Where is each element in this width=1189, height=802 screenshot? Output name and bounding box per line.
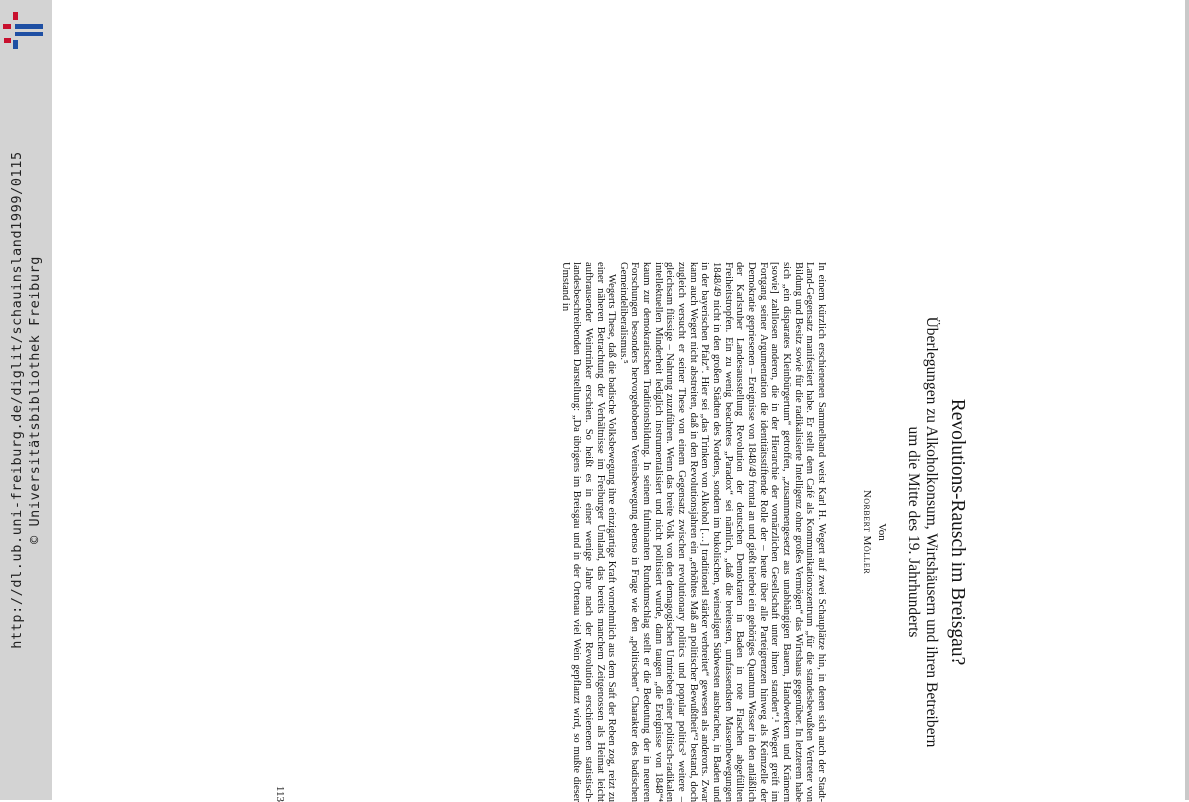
sidebar — [0, 0, 52, 800]
page-number: 113 — [274, 785, 286, 802]
scrollbar-edge[interactable] — [1185, 0, 1189, 800]
article-title: Revolutions-Rausch im Breisgau? — [947, 398, 968, 666]
source-url-block — [0, 0, 52, 800]
paragraph-1: In einem kürzlich erschienenen Sammelband weist Karl H. Wegert auf zwei Schauplätze hin, in denen sich auch der Stadt-Land-Gegensatz manifestiert habe. Er stellt dem Café als Kommunikationszentrum „für die standesbewußten Vertreter von Bildung und Besitz sowie für die radikalisierte Intelligenz ohne großes Vermögen“ das Wirtshaus gegenüber. In letzterem habe sich „ein disparates Kleinbürgertum“ getroffen, „zusammengesetzt aus unabhängigen Bauern, Handwerkern und Krämern [sowie] zahllosen anderen, die in der Hierarchie der vornärzlichen Gesellschaft unter ihnen standen“.¹ Wegert greift im Fortgang seiner Argumentation die identitätsstiftende Rolle der – heute über alle Parteigrenzen hinweg als Keimzelle der Demokratie gepriesenen – Ereignisse von 1848/49 frontal an und gießt hierbei ein gehöriges Quantum Wasser in den anläßlich der Karlsruher Landesausstellung Revolution der deutschen Demokraten in Baden in rote Flaschen abgefüllten Freiheitstropfen. Ein zu wenig beachtetes „Paradox“ sei nämlich, „daß die breitesten, umfassendsten Massenbewegungen 1848/49 nicht in den großen Städten des Nordens, sondern im bukolischen, weinseligen Südwesten ausbrachen, in Baden und in der bayerischen Pfalz“. Hier sei „das Trinken von Alkohol […] traditionell stärker verbreitet“ gewesen als anderorts. Zwar kann auch Wegert nicht abstreiten, daß in den Revolutionsjahren ein „erhöhtes Maß an politischer Bewußtheit“² bestand, doch zugleich versucht er seiner These von einem Gegensatz zwischen revolutionary politics und popular politics³ weitere – gleichsam flüssige – Nahrung zuzuführen. Wenn das breite Volk von den demagogischen Umtrieben einer politisch-radikalen intellektuellen Minderheit lediglich instrumentalisiert und nicht politisiert wurde, dann taugen „die Ereignisse von 1848“⁴ kaum zur demokratischen Traditionsbildung. In seinem fulminanten Rundumschlag stellt er die Bedeutung der in neueren Forschungen besonders hervorgehobenen Vereinsbewegung ebenso in Frage wie den „politischen“ Charakter des badischen Gemeindeliberalismus.⁵ — [617, 262, 827, 802]
article-subtitle — [904, 262, 940, 802]
by-label: Von — [876, 523, 888, 541]
subtitle-line-2: um die Mitte des 19. Jahrhunderts — [905, 426, 922, 638]
source-url[interactable]: http://dl.ub.uni-freiburg.de/diglit/schauinsland1999/0115 — [9, 151, 25, 649]
article-body — [327, 262, 827, 802]
document-page — [268, 262, 968, 802]
copyright-notice: © Universitätsbibliothek Freiburg — [27, 256, 43, 545]
paragraph-2: Wegerts These, daß die badische Volksbewegung ihre einzigartige Kraft vornehmlich aus dem Saft der Reben zog, reizt zu einer näheren Betrachtung der Verhältnisse im Freiburger Umland, das bereits manchem Zeitgenossen als Heimat leicht aufbrausender Weintrinker erschien. So heißt es in einer wenige Jahre nach der Revolution erschienenen statistisch-landesbeschreibenden Darstellung: „Da übrigens im Breisgau und in der Ortenau viel Wein gepflanzt wird, so mußte dieser Umstand in — [559, 262, 618, 802]
author-name: Norbert Möller — [861, 489, 873, 575]
subtitle-line-1: Überlegungen zu Alkoholkonsum, Wirtshäusern und ihren Betreibern — [923, 316, 940, 748]
